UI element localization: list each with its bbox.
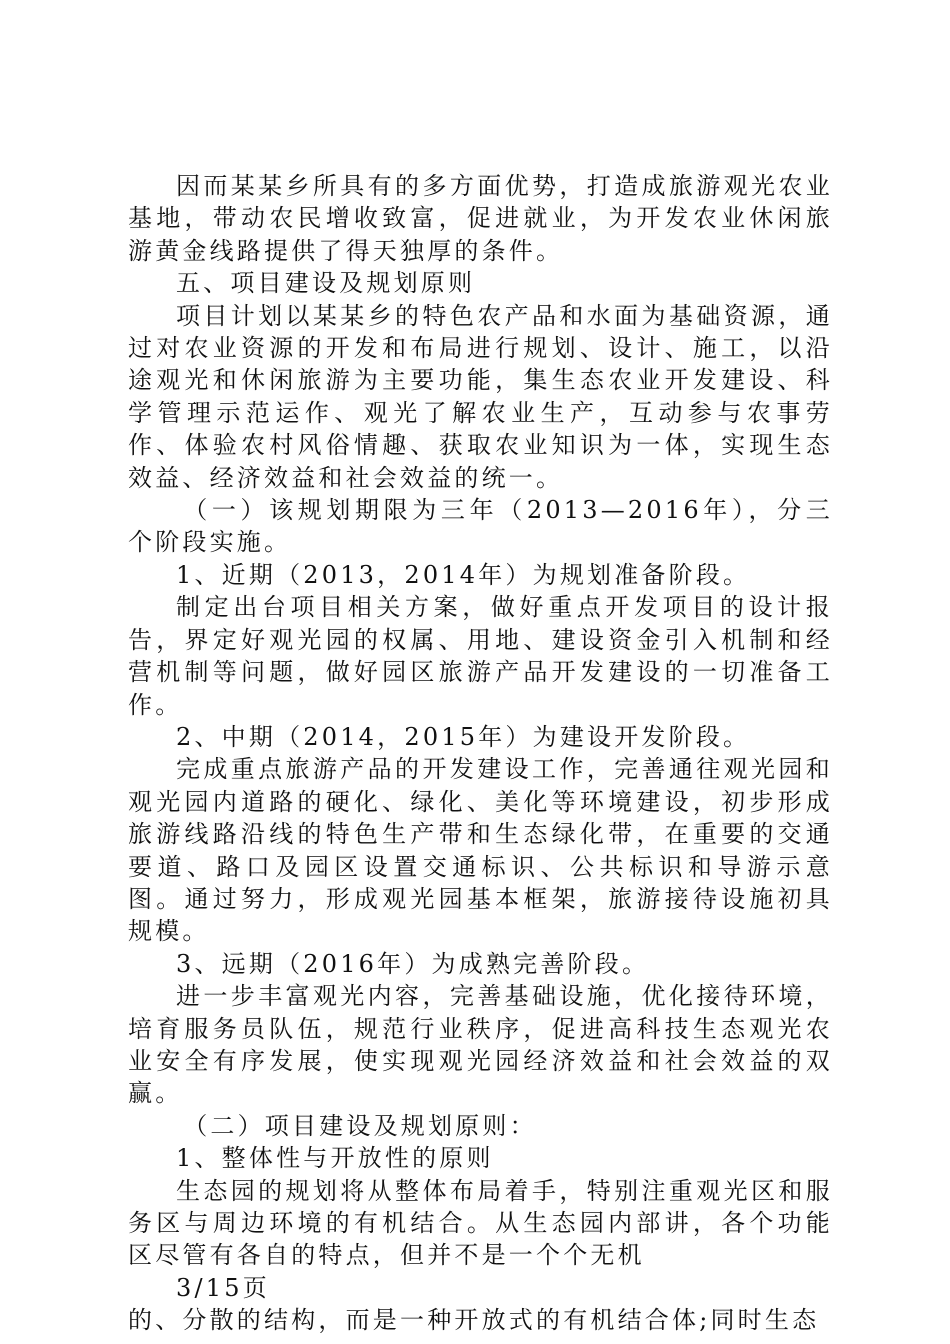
item-mid-term: 2、中期（2014，2015年）为建设开发阶段。 — [176, 722, 751, 751]
paragraph-project-plan: 项目计划以某某乡的特色农产品和水面为基础资源，通过对农业资源的开发和布局进行规划、设计、施工，以沿途观光和休闲旅游为主要功能，集生态农业开发建设、科学管理示范运作、观光了解农业生产，互动参与农事劳作、体验农村风俗情趣、获取农业知识为一体，实现生态效益、经济效益和社会效益的统一。 — [128, 301, 833, 492]
item-long-term: 3、远期（2016年）为成熟完善阶段。 — [176, 949, 650, 978]
paragraph-integrity-principle: 生态园的规划将从整体布局着手，特别注重观光区和服务区与周边环境的有机结合。从生态园内部讲，各个功能区尽管有各自的特点，但并不是一个个无机 — [128, 1176, 833, 1270]
paragraph-near-term: 制定出台项目相关方案，做好重点开发项目的设计报告，界定好观光园的权属、用地、建设资金引入机制和经营机制等问题，做好园区旅游产品开发建设的一切准备工作。 — [128, 593, 833, 719]
item-integrity-principle: 1、整体性与开放性的原则 — [176, 1144, 494, 1173]
item-near-term: 1、近期（2013，2014年）为规划准备阶段。 — [176, 560, 751, 589]
paragraph-advantages: 因而某某乡所具有的多方面优势，打造成旅游观光农业基地，带动农民增收致富，促进就业，为开发农业休闲旅游黄金线路提供了得天独厚的条件。 — [128, 172, 833, 265]
section-heading-five: 五、项目建设及规划原则 — [176, 269, 476, 298]
page-number: 3/15页 — [176, 1273, 270, 1302]
document-page — [128, 170, 833, 1337]
paragraph-mid-term: 完成重点旅游产品的开发建设工作，完善通往观光园和观光园内道路的硬化、绿化、美化等环境建设，初步形成旅游线路沿线的特色生产带和生态绿化带，在重要的交通要道、路口及园区设置交通标识、公共标识和导游示意图。通过努力，形成观光园基本框架，旅游接待设施初具规模。 — [128, 755, 833, 946]
subheading-principles: （二）项目建设及规划原则： — [183, 1111, 537, 1140]
paragraph-continuation: 的、分散的结构，而是一种开放式的有机结合体;同时生态 — [128, 1306, 820, 1335]
paragraph-long-term: 进一步丰富观光内容，完善基础设施，优化接待环境，培育服务员队伍，规范行业秩序，促进高科技生态观光农业安全有序发展，使实现观光园经济效益和社会效益的双赢。 — [128, 982, 833, 1108]
subheading-plan-period: （一）该规划期限为三年（2013—2016年），分三个阶段实施。 — [128, 496, 833, 557]
